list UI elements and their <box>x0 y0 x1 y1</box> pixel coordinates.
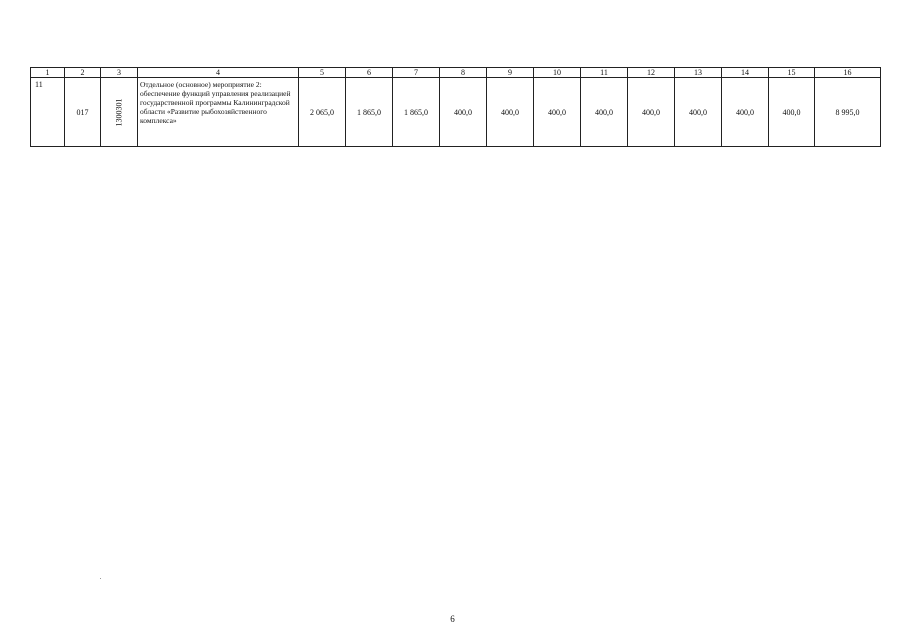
total-cell: 8 995,0 <box>815 78 881 147</box>
header-cell: 12 <box>628 68 675 78</box>
value-cell: 400,0 <box>440 78 487 147</box>
scan-speck <box>100 578 101 579</box>
header-cell: 7 <box>393 68 440 78</box>
value-cell: 400,0 <box>487 78 534 147</box>
header-cell: 4 <box>138 68 299 78</box>
header-cell: 15 <box>769 68 815 78</box>
row-code: 017 <box>65 78 101 147</box>
header-cell: 8 <box>440 68 487 78</box>
value-cell: 400,0 <box>675 78 722 147</box>
header-row <box>31 68 881 78</box>
header-cell: 14 <box>722 68 769 78</box>
row-description: Отдельное (основное) мероприятие 2: обеспечение функций управления реализацией государственной программы Калининградской области «Развитие рыбохозяйственного комплекса» <box>138 78 299 147</box>
header-cell: 1 <box>31 68 65 78</box>
value-cell: 1 865,0 <box>346 78 393 147</box>
value-cell: 400,0 <box>581 78 628 147</box>
header-cell: 10 <box>534 68 581 78</box>
value-cell: 400,0 <box>628 78 675 147</box>
target-article-cell <box>101 78 138 147</box>
table-row <box>31 78 881 147</box>
value-cell: 400,0 <box>534 78 581 147</box>
header-cell: 13 <box>675 68 722 78</box>
target-article: 1300301 <box>114 98 124 126</box>
value-cell: 2 065,0 <box>299 78 346 147</box>
header-cell: 3 <box>101 68 138 78</box>
budget-table <box>30 67 881 147</box>
row-number: 11 <box>31 78 65 147</box>
header-cell: 9 <box>487 68 534 78</box>
header-cell: 5 <box>299 68 346 78</box>
page-number: 6 <box>450 614 455 624</box>
header-cell: 2 <box>65 68 101 78</box>
header-cell: 16 <box>815 68 881 78</box>
header-cell: 6 <box>346 68 393 78</box>
value-cell: 400,0 <box>722 78 769 147</box>
header-cell: 11 <box>581 68 628 78</box>
value-cell: 1 865,0 <box>393 78 440 147</box>
value-cell: 400,0 <box>769 78 815 147</box>
